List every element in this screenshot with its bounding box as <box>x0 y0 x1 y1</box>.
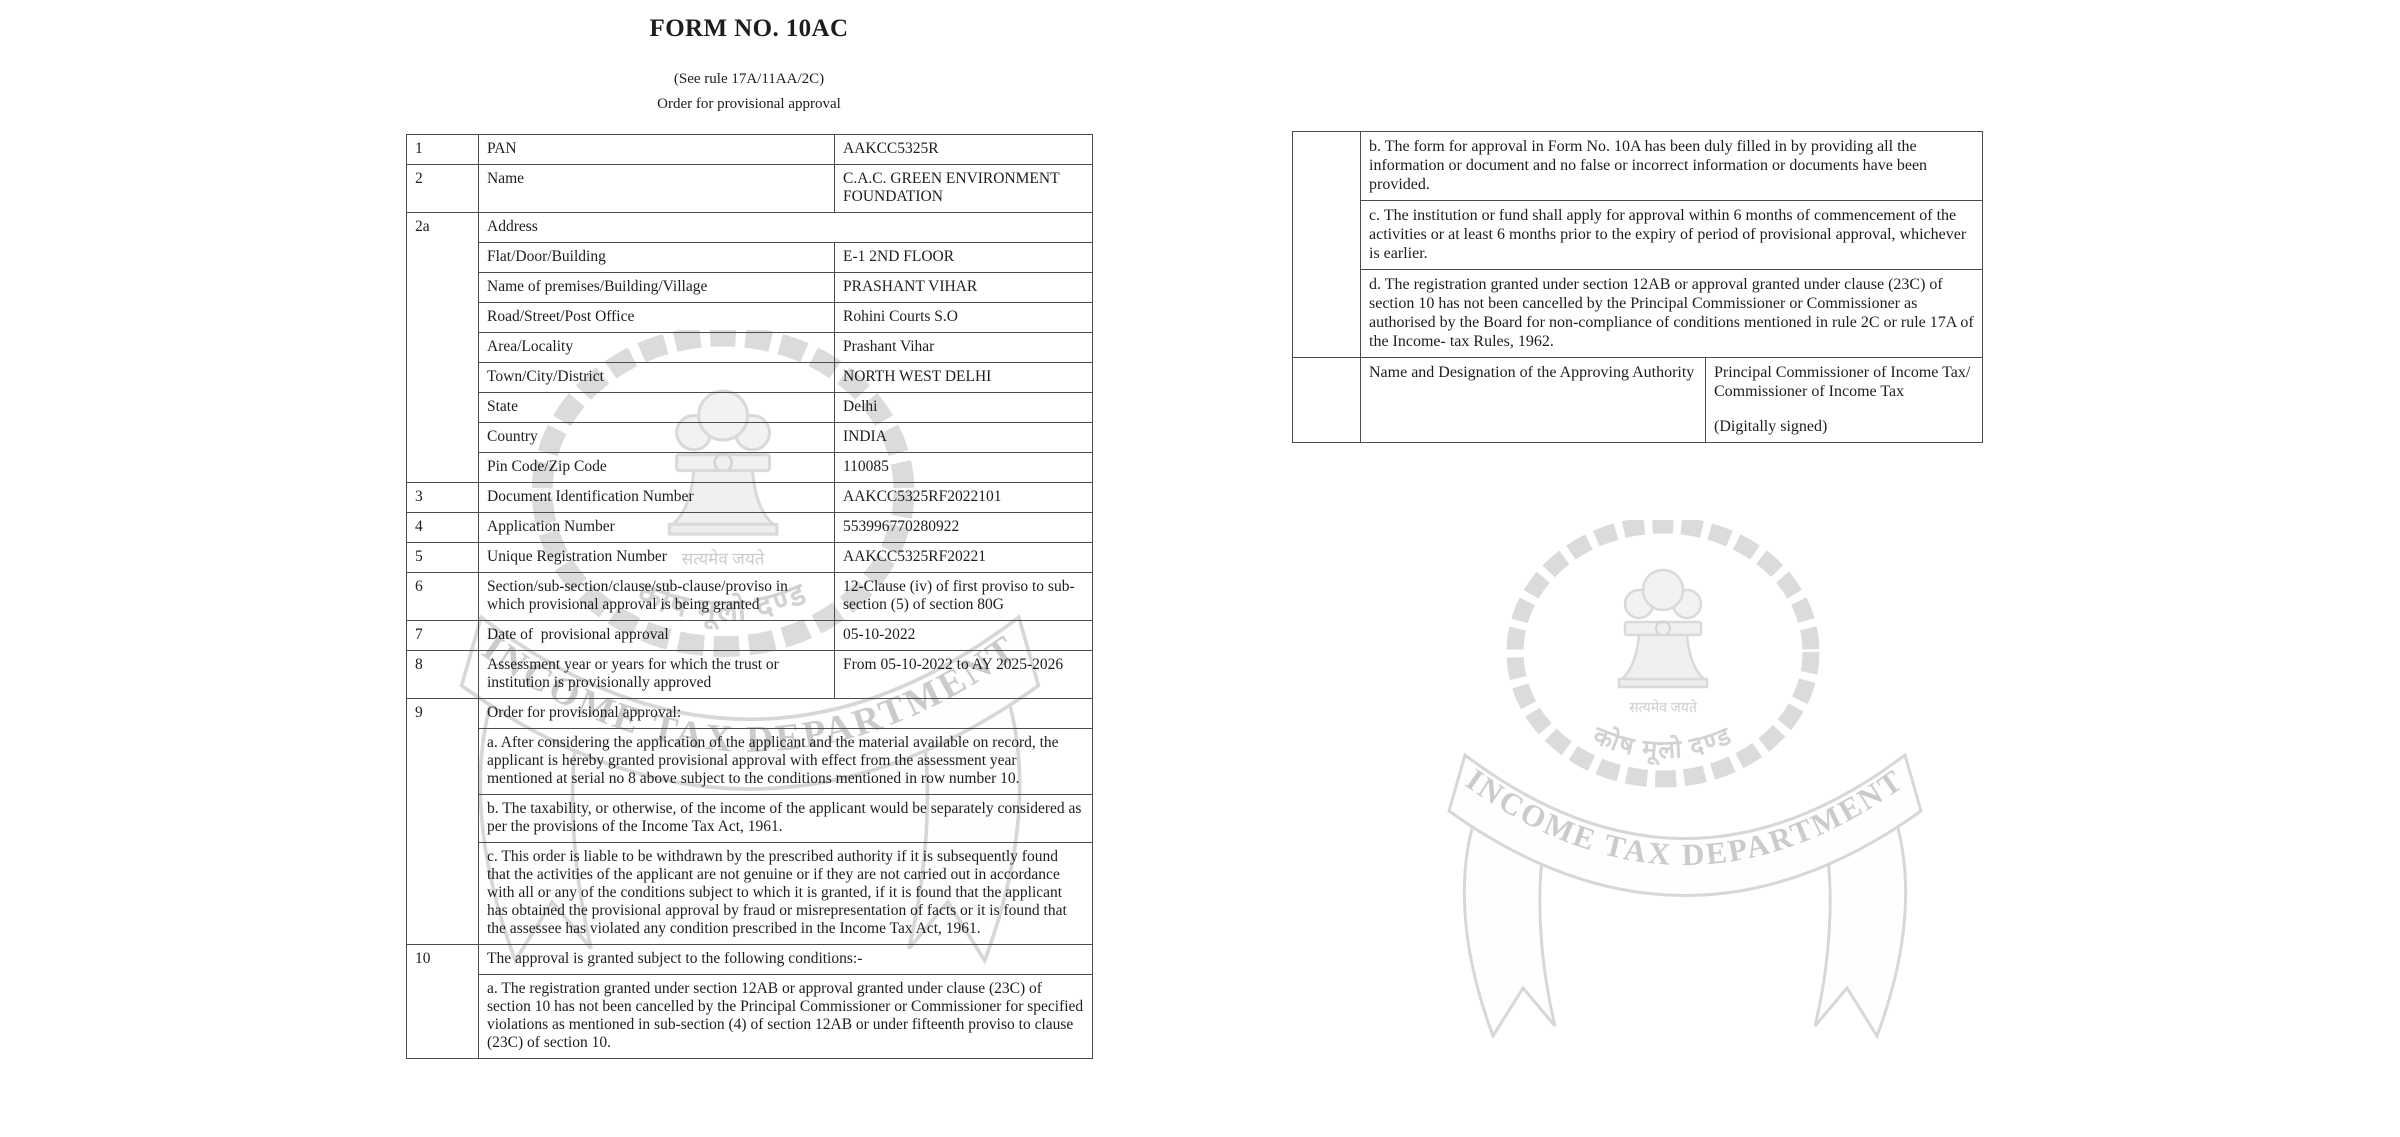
row-pan <box>407 135 1093 165</box>
serial-cell: 8 <box>407 651 479 699</box>
value-cell <box>1706 358 1983 443</box>
value-cell: NORTH WEST DELHI <box>835 363 1093 393</box>
value-cell: AAKCC5325R <box>835 135 1093 165</box>
document-header <box>406 0 1092 130</box>
clause-cell: d. The registration granted under section 12AB or approval granted under clause (23C) of section 10 has not been cancelled by the Principal Commissioner or Commissioner as authorised by the Board for non-compliance of conditions mentioned in rule 2C or rule 17A of the Income- tax Rules, 1962. <box>1361 270 1983 358</box>
label-cell: Name <box>479 165 835 213</box>
clause-cell: a. The registration granted under section 12AB or approval granted under clause (23C) of section 10 has not been cancelled by the Principal Commissioner or Commissioner for specified violations as mentioned in sub-section (4) of section 12AB or under fifteenth proviso to clause (23C) of section 10. <box>479 975 1093 1059</box>
label-cell: Section/sub-section/clause/sub-clause/proviso in which provisional approval is being granted <box>479 573 835 621</box>
serial-cell <box>1293 358 1361 443</box>
row-address-field <box>407 273 1093 303</box>
row-address-field <box>407 243 1093 273</box>
value-cell: 05-10-2022 <box>835 621 1093 651</box>
clause-cell: c. This order is liable to be withdrawn by the prescribed authority if it is subsequently found that the activities of the applicant are not genuine or if they are not carried out in accordance with all or any of the conditions subject to which it is granted, if it is found that the applicant has obtained the provisional approval by fraud or misrepresentation of facts or it is found that the assessee has violated any condition prescribed in the Income Tax Act, 1961. <box>479 843 1093 945</box>
label-cell: Road/Street/Post Office <box>479 303 835 333</box>
row-approving-authority <box>1293 358 1983 443</box>
label-cell: Town/City/District <box>479 363 835 393</box>
serial-cell: 4 <box>407 513 479 543</box>
value-cell: AAKCC5325RF2022101 <box>835 483 1093 513</box>
label-cell: Date of provisional approval <box>479 621 835 651</box>
label-cell: Name of premises/Building/Village <box>479 273 835 303</box>
row-conditions-header <box>407 945 1093 975</box>
serial-cell: 3 <box>407 483 479 513</box>
serial-cell <box>1293 132 1361 358</box>
row-address-header <box>407 213 1093 243</box>
row-condition-clause <box>407 975 1093 1059</box>
label-cell: Name and Designation of the Approving Authority <box>1361 358 1706 443</box>
serial-cell: 6 <box>407 573 479 621</box>
label-cell: Country <box>479 423 835 453</box>
value-cell: Prashant Vihar <box>835 333 1093 363</box>
value-cell: INDIA <box>835 423 1093 453</box>
label-cell: Unique Registration Number <box>479 543 835 573</box>
clause-cell: c. The institution or fund shall apply for approval within 6 months of commencement of the activities or at least 6 months prior to the expiry of period of provisional approval, whichever is earlier. <box>1361 201 1983 270</box>
form-order-line: Order for provisional approval <box>657 96 841 112</box>
serial-cell: 10 <box>407 945 479 1059</box>
row-address-field <box>407 393 1093 423</box>
value-cell: AAKCC5325RF20221 <box>835 543 1093 573</box>
row-address-field <box>407 333 1093 363</box>
row-condition-clause <box>1293 132 1983 201</box>
income-tax-department-watermark <box>1405 520 1965 1060</box>
row-order-clause <box>407 729 1093 795</box>
label-cell: Area/Locality <box>479 333 835 363</box>
row-urn <box>407 543 1093 573</box>
row-name <box>407 165 1093 213</box>
row-application-number <box>407 513 1093 543</box>
row-approval-date <box>407 621 1093 651</box>
value-cell: E-1 2ND FLOOR <box>835 243 1093 273</box>
row-section <box>407 573 1093 621</box>
serial-cell: 2 <box>407 165 479 213</box>
row-condition-clause <box>1293 270 1983 358</box>
label-cell: Flat/Door/Building <box>479 243 835 273</box>
row-assessment-years <box>407 651 1093 699</box>
digitally-signed-note: (Digitally signed) <box>1714 418 1828 435</box>
authority-designation: Principal Commissioner of Income Tax/ Commissioner of Income Tax <box>1714 364 1971 400</box>
clause-cell: b. The form for approval in Form No. 10A has been duly filled in by providing all the information or document and no false or incorrect information or documents have been provided. <box>1361 132 1983 201</box>
serial-cell: 5 <box>407 543 479 573</box>
approval-details-table <box>406 134 1093 1059</box>
order-header-cell: Order for provisional approval: <box>479 699 1093 729</box>
row-din <box>407 483 1093 513</box>
value-cell: Delhi <box>835 393 1093 423</box>
value-cell: C.A.C. GREEN ENVIRONMENT FOUNDATION <box>835 165 1093 213</box>
row-order-clause <box>407 795 1093 843</box>
row-address-field <box>407 363 1093 393</box>
value-cell: Rohini Courts S.O <box>835 303 1093 333</box>
serial-cell: 2a <box>407 213 479 483</box>
label-cell: State <box>479 393 835 423</box>
address-header-cell: Address <box>479 213 1093 243</box>
serial-cell: 1 <box>407 135 479 165</box>
form-title: FORM NO. 10AC <box>649 15 849 42</box>
conditions-header-cell: The approval is granted subject to the following conditions:- <box>479 945 1093 975</box>
label-cell: PAN <box>479 135 835 165</box>
value-cell: 553996770280922 <box>835 513 1093 543</box>
value-cell: PRASHANT VIHAR <box>835 273 1093 303</box>
row-order-header <box>407 699 1093 729</box>
label-cell: Pin Code/Zip Code <box>479 453 835 483</box>
conditions-continued-table <box>1292 131 1983 443</box>
value-cell: From 05-10-2022 to AY 2025-2026 <box>835 651 1093 699</box>
row-order-clause <box>407 843 1093 945</box>
serial-cell: 9 <box>407 699 479 945</box>
row-address-field <box>407 303 1093 333</box>
label-cell: Assessment year or years for which the trust or institution is provisionally approved <box>479 651 835 699</box>
row-address-field <box>407 453 1093 483</box>
serial-cell: 7 <box>407 621 479 651</box>
value-cell: 12-Clause (iv) of first proviso to sub-section (5) of section 80G <box>835 573 1093 621</box>
row-condition-clause <box>1293 201 1983 270</box>
value-cell: 110085 <box>835 453 1093 483</box>
label-cell: Document Identification Number <box>479 483 835 513</box>
label-cell: Application Number <box>479 513 835 543</box>
row-address-field <box>407 423 1093 453</box>
clause-cell: a. After considering the application of the applicant and the material available on record, the applicant is hereby granted provisional approval with effect from the assessment year mentioned at serial no 8 above subject to the conditions mentioned in row number 10. <box>479 729 1093 795</box>
clause-cell: b. The taxability, or otherwise, of the income of the applicant would be separately considered as per the provisions of the Income Tax Act, 1961. <box>479 795 1093 843</box>
form-rule-subtitle: (See rule 17A/11AA/2C) <box>673 71 825 87</box>
